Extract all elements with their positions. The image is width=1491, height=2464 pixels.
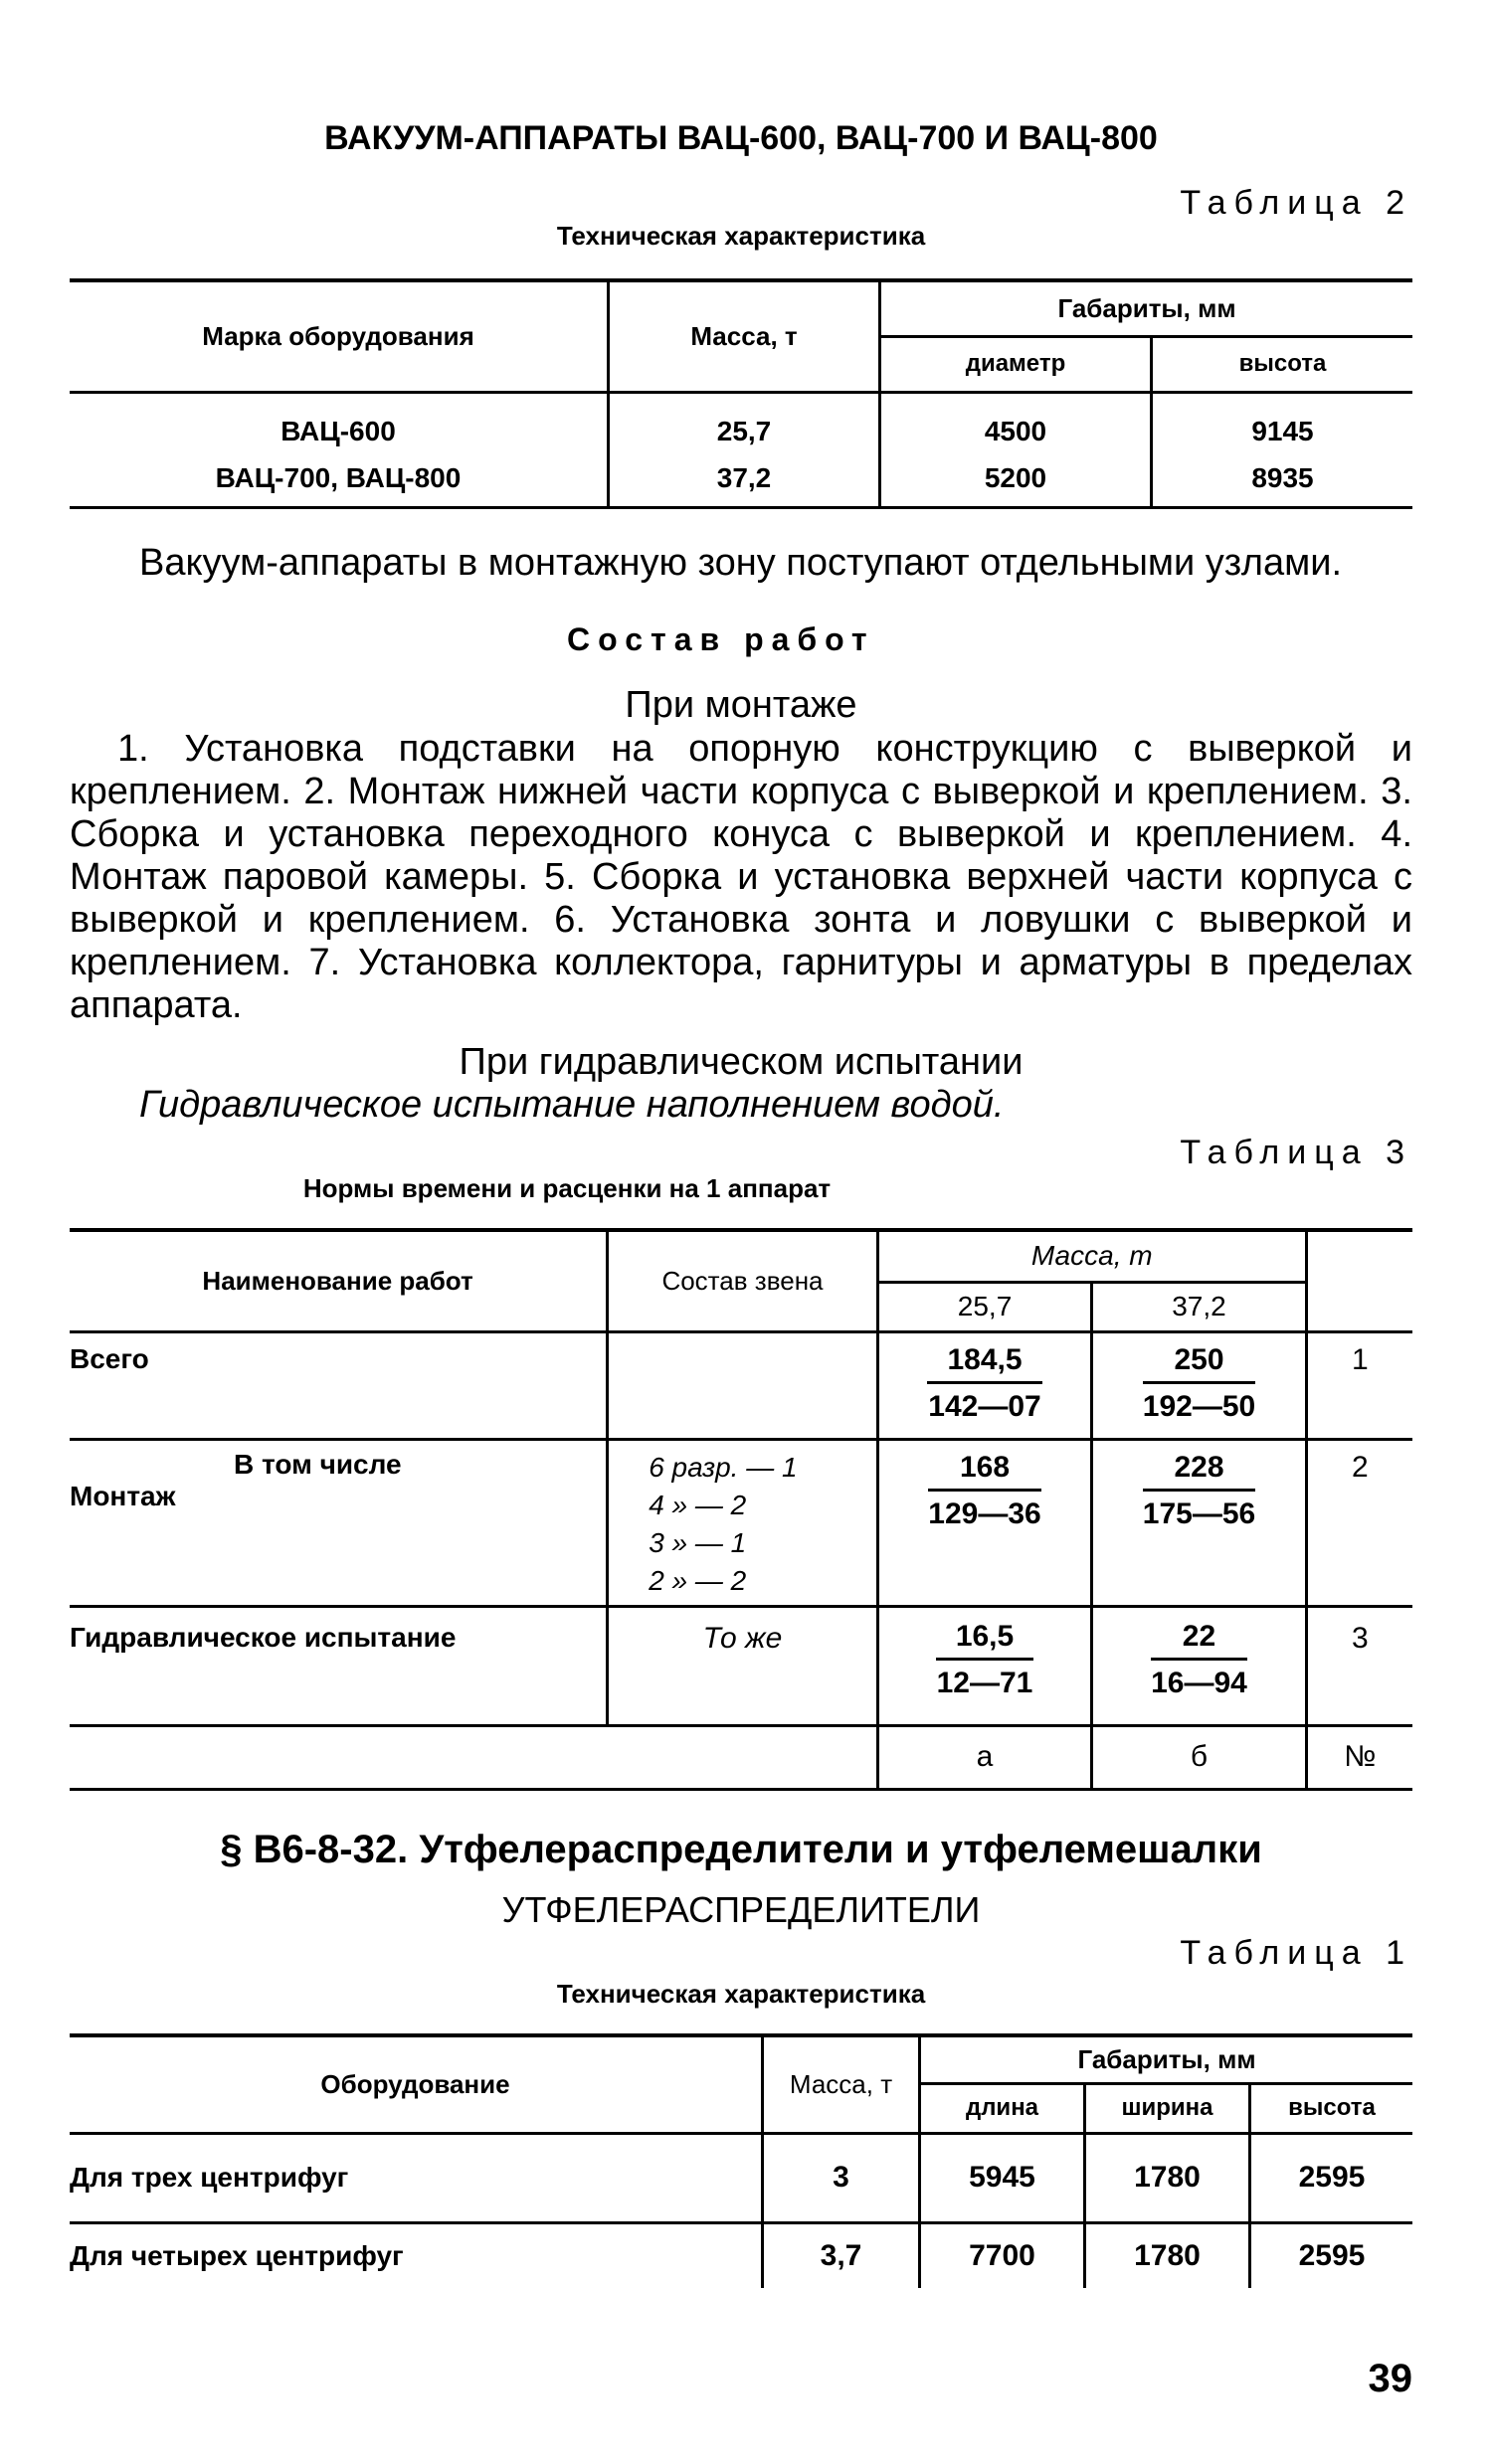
crew-line: 6 разр. — 1 (649, 1451, 798, 1483)
cell-brand: ВАЦ-600 (70, 392, 609, 451)
hydro-heading: При гидравлическом испытании (459, 1041, 1024, 1083)
cell-brand: ВАЦ-700, ВАЦ-800 (70, 451, 609, 507)
cell-mass-2 (1092, 1606, 1306, 1725)
cell-name (70, 1439, 608, 1606)
composition-heading: Состав работ (567, 621, 875, 657)
col-header-mass: Масса, т (763, 2035, 920, 2133)
footer-b: б (1092, 1725, 1306, 1789)
price-cost: 129—36 (928, 1496, 1041, 1530)
table-footer-row (70, 1725, 1412, 1789)
cell-mass-2 (1092, 1439, 1306, 1606)
cell-width: 1780 (1085, 2222, 1250, 2288)
cell-width: 1780 (1085, 2133, 1250, 2222)
col-header-width: ширина (1085, 2083, 1250, 2133)
table-3 (70, 1228, 1412, 1791)
table-number: Таблица 3 (1180, 1134, 1412, 1171)
price-cost: 16—94 (1151, 1666, 1247, 1699)
cell-diameter: 4500 (880, 392, 1152, 451)
col-header-mass-1: 25,7 (877, 1282, 1091, 1331)
price-time: 168 (928, 1451, 1040, 1492)
table-row (70, 2222, 1412, 2288)
cell-equipment: Для четырех центрифуг (70, 2222, 763, 2288)
table-number: Таблица 1 (1180, 1934, 1412, 1972)
price-time: 22 (1151, 1620, 1247, 1661)
price-time: 16,5 (936, 1620, 1033, 1661)
cell-mass: 3 (763, 2133, 920, 2222)
subheading-including: В том числе (234, 1448, 402, 1480)
table-row (70, 392, 1412, 451)
section-heading: § В6-8-32. Утфелераспределители и утфелемешалки (220, 1828, 1262, 1871)
col-header-crew: Состав звена (608, 1230, 878, 1331)
table-number: Таблица 2 (1180, 184, 1412, 222)
cell-name: Гидравлическое испытание (70, 1606, 608, 1725)
section-subheading: УТФЕЛЕРАСПРЕДЕЛИТЕЛИ (501, 1889, 981, 1930)
cell-mass: 3,7 (763, 2222, 920, 2288)
cell-number: 2 (1306, 1439, 1412, 1606)
col-header-equipment: Оборудование (70, 2035, 763, 2133)
col-header-dims: Габариты, мм (920, 2035, 1413, 2083)
table-row (70, 1331, 1412, 1439)
page-number: 39 (1368, 2357, 1412, 2400)
price-cost: 175—56 (1142, 1496, 1256, 1530)
col-header-height: высота (1250, 2083, 1413, 2133)
cell-number: 1 (1306, 1331, 1412, 1439)
col-header-mass: Масса, т (877, 1230, 1306, 1282)
col-header-brand: Марка оборудования (70, 280, 609, 392)
cell-diameter: 5200 (880, 451, 1152, 507)
cell-height: 2595 (1298, 2238, 1366, 2272)
cell-height: 8935 (1251, 462, 1314, 494)
hydro-paragraph: Гидравлическое испытание наполнением водой. (139, 1084, 1005, 1126)
table-2 (70, 278, 1412, 509)
cell-name: Всего (70, 1331, 608, 1439)
cell-mass-1 (877, 1439, 1091, 1606)
col-header-mass: Масса, т (609, 280, 880, 392)
price-time: 250 (1143, 1343, 1255, 1384)
col-header-diameter: диаметр (880, 336, 1152, 392)
work-name: Монтаж (70, 1480, 176, 1511)
table-title: Нормы времени и расценки на 1 аппарат (302, 1173, 832, 1203)
price-cost: 12—71 (936, 1666, 1033, 1699)
col-header-dims: Габариты, мм (880, 280, 1413, 336)
cell-length: 5945 (920, 2133, 1085, 2222)
cell-crew (608, 1439, 878, 1606)
table-title: Техническая характеристика (556, 221, 926, 251)
table-1 (70, 2033, 1412, 2288)
col-header-height: высота (1152, 336, 1413, 392)
intro-paragraph: Вакуум-аппараты в монтажную зону поступают отдельными узлами. (139, 542, 1343, 584)
cell-height: 9145 (1251, 415, 1314, 446)
table-row (70, 2133, 1412, 2222)
price-cost: 192—50 (1142, 1389, 1256, 1423)
cell-equipment: Для трех центрифуг (70, 2133, 763, 2222)
cell-mass-1 (877, 1331, 1091, 1439)
cell-crew (608, 1331, 878, 1439)
mount-heading: При монтаже (625, 684, 857, 726)
cell-mass: 37,2 (609, 451, 880, 507)
price-cost: 142—07 (928, 1389, 1041, 1423)
table-row (70, 451, 1412, 507)
cell-number: 3 (1306, 1606, 1412, 1725)
col-header-mass-2: 37,2 (1092, 1282, 1306, 1331)
col-header-name: Наименование работ (70, 1230, 608, 1331)
mount-paragraph: 1. Установка подставки на опорную конструкцию с выверкой и креплением. 2. Монтаж нижней части корпуса с выверкой и креплением. 3. Сборка и установка переходного конуса с выверкой и креплением. 4. Монтаж паровой камеры. 5. Сборка и установка верхней части корпуса с выверкой и креплением. 6. Установка зонта и ловушки с выверкой и креплением. 7. Установка коллектора, гарнитуры и арматуры в пределах аппарата. (70, 728, 1412, 1026)
footer-a: а (877, 1725, 1091, 1789)
cell-length: 7700 (920, 2222, 1085, 2288)
table-row (70, 1439, 1412, 1606)
cell-height: 2595 (1250, 2133, 1413, 2222)
cell-mass: 25,7 (609, 392, 880, 451)
crew-line: 3 » — 1 (649, 1526, 747, 1558)
footer-no: № (1344, 1740, 1377, 1773)
table-row (70, 1606, 1412, 1725)
cell-mass-2 (1092, 1331, 1306, 1439)
price-time: 228 (1143, 1451, 1255, 1492)
price-time: 184,5 (927, 1343, 1041, 1384)
cell-mass-1 (877, 1606, 1091, 1725)
crew-line: 4 » — 2 (649, 1489, 747, 1520)
table-title: Техническая характеристика (556, 1979, 926, 2009)
cell-crew: То же (608, 1606, 878, 1725)
section-heading: ВАКУУМ-АППАРАТЫ ВАЦ-600, ВАЦ-700 И ВАЦ-800 (324, 119, 1158, 157)
col-header-number (1306, 1230, 1412, 1331)
col-header-length: длина (920, 2083, 1085, 2133)
crew-line: 2 » — 2 (649, 1564, 747, 1596)
